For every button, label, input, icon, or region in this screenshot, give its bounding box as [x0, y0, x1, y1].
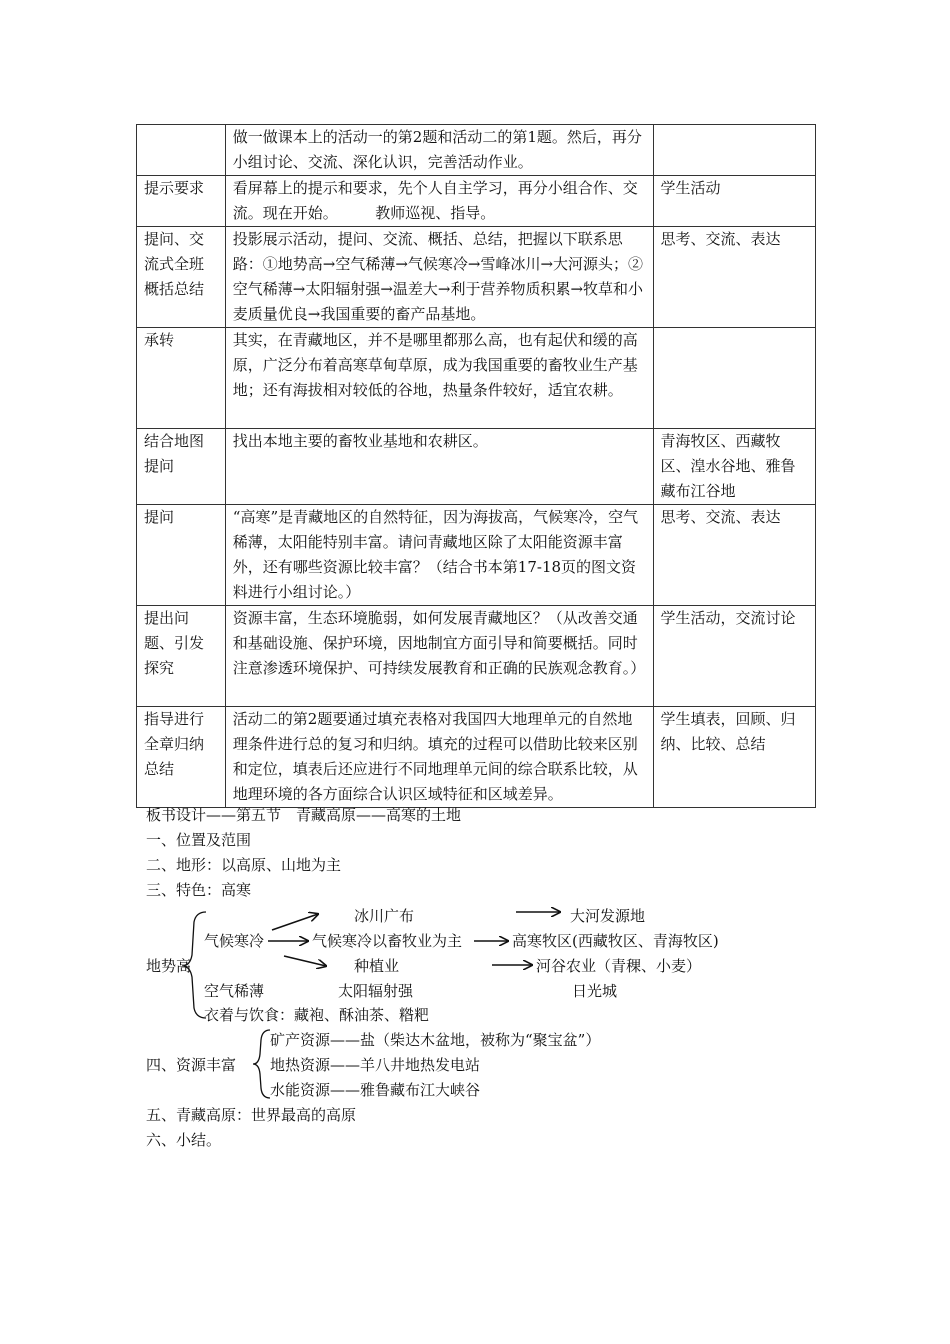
content-cell: 看屏幕上的提示和要求，先个人自主学习，再分小组合作、交流。现在开始。 教师巡视、指导。	[225, 176, 653, 227]
brace-resources	[253, 1030, 270, 1098]
diagram-river: 大河发源地	[570, 907, 646, 925]
content-cell: “高寒”是青藏地区的自然特征，因为海拔高，气候寒冷，空气稀薄，太阳能特别丰富。请问青藏地区除了太阳能资源丰富外，还有哪些资源比较丰富？（结合书本第17-18页的图文资料进行小组讨论。）	[225, 505, 653, 606]
arrow-to-glacier	[272, 914, 318, 930]
board-section-2: 二、地形：以高原、山地为主	[146, 856, 342, 874]
diagram-sun-city: 日光城	[572, 982, 618, 1000]
diagram-radiation: 太阳辐射强	[338, 982, 414, 1000]
diagram-pasture-region: 高寒牧区(西藏牧区、青海牧区)	[512, 932, 719, 950]
content-cell: 找出本地主要的畜牧业基地和农耕区。	[225, 429, 653, 505]
step-cell: 结合地图提问	[137, 429, 226, 505]
board-section-3: 三、特色：高寒	[146, 881, 252, 899]
resources-label: 四、资源丰富	[146, 1056, 237, 1074]
step-cell: 指导进行全章归纳总结	[137, 707, 226, 808]
activity-cell: 学生活动，交流讨论	[653, 606, 815, 707]
resource-hydro: 水能资源——雅鲁藏布江大峡谷	[270, 1081, 481, 1099]
diagram-planting: 种植业	[354, 957, 400, 975]
board-section-6: 六、小结。	[146, 1131, 222, 1149]
board-title: 板书设计——第五节 青藏高原——高寒的土地	[146, 806, 462, 824]
step-cell: 承转	[137, 328, 226, 429]
diagram-food: 衣着与饮食：藏袍、酥油茶、糌粑	[204, 1006, 430, 1024]
diagram-valley-agri: 河谷农业（青稞、小麦）	[536, 957, 702, 975]
content-cell: 其实，在青藏地区，并不是哪里都那么高，也有起伏和缓的高原，广泛分布着高寒草甸草原，成为我国重要的畜牧业生产基地；还有海拔相对较低的谷地，热量条件较好，适宜农耕。	[225, 328, 653, 429]
content-cell: 活动二的第2题要通过填充表格对我国四大地理单元的自然地理条件进行总的复习和归纳。填充的过程可以借助比较来区别和定位，填表后还应进行不同地理单元间的综合联系比较，从地理环境的各方面综合认识区域特征和区域差异。	[225, 707, 653, 808]
diagram-pasture: 气候寒冷以畜牧业为主	[312, 932, 463, 950]
content-cell: 资源丰富，生态环境脆弱，如何发展青藏地区？（从改善交通和基础设施、保护环境，因地制宜方面引导和简要概括。同时注意渗透环境保护、可持续发展教育和正确的民族观念教育。）	[225, 606, 653, 707]
diagram-glacier: 冰川广布	[354, 907, 415, 925]
resource-mineral: 矿产资源——盐（柴达木盆地，被称为“聚宝盆”）	[270, 1031, 601, 1049]
content-cell: 做一做课本上的活动一的第2题和活动二的第1题。然后，再分小组讨论、交流、深化认识，完善活动作业。	[225, 125, 653, 176]
board-section-1: 一、位置及范围	[146, 831, 252, 849]
board-section-5: 五、青藏高原：世界最高的高原	[146, 1106, 357, 1124]
activity-cell: 思考、交流、表达	[653, 227, 815, 328]
activity-cell: 青海牧区、西藏牧区、湟水谷地、雅鲁藏布江谷地	[653, 429, 815, 505]
activity-cell: 学生填表，回顾、归纳、比较、总结	[653, 707, 815, 808]
step-cell: 提问、交流式全班概括总结	[137, 227, 226, 328]
diagram-thin-air: 空气稀薄	[204, 982, 265, 1000]
step-cell: 提出问题、引发探究	[137, 606, 226, 707]
activity-cell: 学生活动	[653, 176, 815, 227]
diagram-cold: 气候寒冷	[204, 932, 265, 950]
arrow-to-planting	[284, 956, 326, 966]
step-cell: 提问	[137, 505, 226, 606]
board-outline-end	[146, 1103, 356, 1153]
content-cell: 投影展示活动，提问、交流、概括、总结，把握以下联系思路：①地势高→空气稀薄→气候寒冷→雪峰冰川→大河源头；②空气稀薄→太阳辐射强→温差大→利于营养物质积累→牧草和小麦质量优良→我国重要的畜产品基地。	[225, 227, 653, 328]
step-cell: 提示要求	[137, 176, 226, 227]
activity-cell: 思考、交流、表达	[653, 505, 815, 606]
diagram-root: 地势高	[146, 957, 192, 975]
resource-geothermal: 地热资源——羊八井地热发电站	[270, 1056, 481, 1074]
